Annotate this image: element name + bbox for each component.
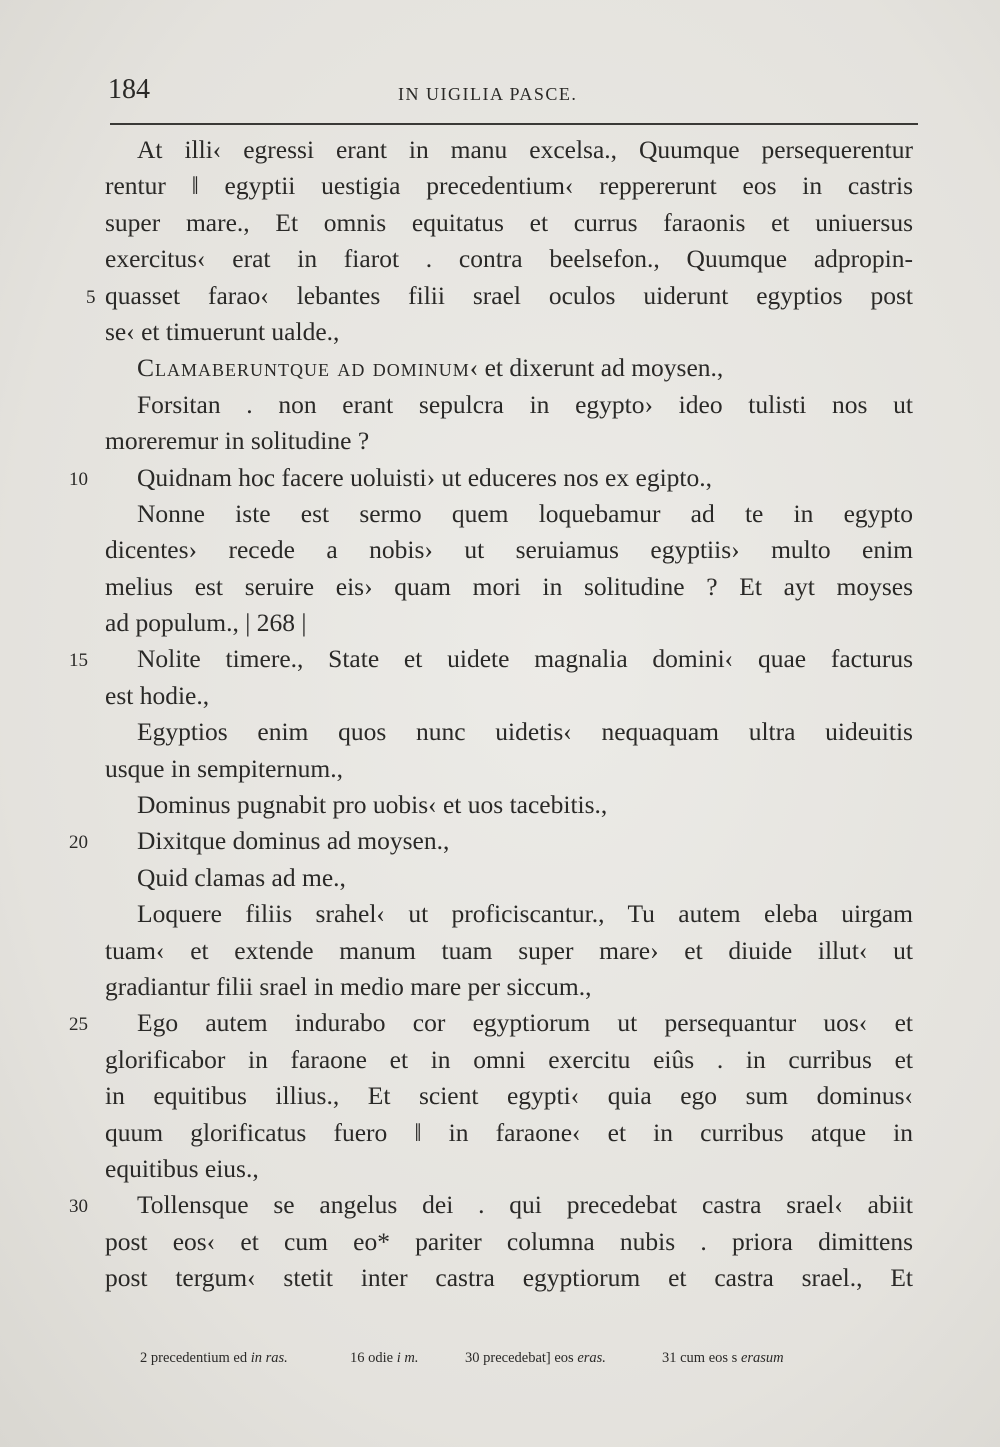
text-line xyxy=(86,278,913,314)
text-line xyxy=(105,314,913,350)
text-line xyxy=(105,1260,913,1296)
footnote: 31 cum eos s erasum xyxy=(662,1350,784,1366)
line-number: 20 xyxy=(69,832,88,854)
text-line xyxy=(105,205,913,241)
line-number: 15 xyxy=(69,650,88,672)
line-text: Ego autem indurabo cor egyptiorum ut persequantur uos‹ et xyxy=(137,1008,913,1038)
text-line xyxy=(69,641,913,677)
line-text: Egyptios enim quos nunc uidetis‹ nequaquam ultra uideuitis xyxy=(137,717,913,747)
text-line xyxy=(69,460,913,496)
text-line xyxy=(105,532,913,568)
text-line xyxy=(105,387,913,423)
text-line xyxy=(105,751,913,787)
text-line xyxy=(105,496,913,532)
text-line xyxy=(105,787,913,823)
text-line xyxy=(105,1078,913,1114)
line-text: Quidnam hoc facere uoluisti› ut educeres nos ex egipto., xyxy=(137,462,712,492)
line-text: glorificabor in faraone et in omni exercitu eiûs . in curribus et xyxy=(105,1044,913,1074)
line-number: 5 xyxy=(86,286,96,308)
text-line xyxy=(105,896,913,932)
line-number: 10 xyxy=(69,468,88,490)
line-text: quum glorificatus fuero ‖ in faraone‹ et in curribus atque in xyxy=(105,1117,913,1147)
text-line xyxy=(105,678,913,714)
text-line xyxy=(105,241,913,277)
header-rule xyxy=(110,123,918,125)
text-line xyxy=(105,423,913,459)
text-line xyxy=(105,933,913,969)
line-text: Dominus pugnabit pro uobis‹ et uos tacebitis., xyxy=(137,790,608,820)
line-text: moreremur in solitudine ? xyxy=(105,426,370,456)
footnotes xyxy=(140,1350,840,1380)
line-text: tuam‹ et extende manum tuam super mare› et diuide illut‹ ut xyxy=(105,935,913,965)
text-line xyxy=(105,860,913,896)
footnote: 30 precedebat] eos eras. xyxy=(465,1350,606,1366)
line-text: gradiantur filii srael in medio mare per siccum., xyxy=(105,971,592,1001)
line-text: quasset farao‹ lebantes filii srael oculos uiderunt egyptios post xyxy=(105,280,913,310)
text-line xyxy=(105,1151,913,1187)
footnote: 16 odie i m. xyxy=(350,1350,419,1366)
line-text: melius est seruire eis› quam mori in solitudine ? Et ayt moyses xyxy=(105,571,913,601)
line-text: post tergum‹ stetit inter castra egyptiorum et castra srael., Et xyxy=(105,1263,913,1293)
text-line xyxy=(105,132,913,168)
line-text: Forsitan . non erant sepulcra in egypto› ideo tulisti nos ut xyxy=(137,389,913,419)
line-text: dicentes› recede a nobis› ut seruiamus egyptiis› multo enim xyxy=(105,535,913,565)
line-text: Quid clamas ad me., xyxy=(137,862,346,892)
footnote: 2 precedentium ed in ras. xyxy=(140,1350,288,1366)
line-text: Tollensque se angelus dei . qui precedebat castra srael‹ abiit xyxy=(137,1190,913,1220)
line-text: At illi‹ egressi erant in manu excelsa., Quumque persequerentur xyxy=(137,135,913,164)
text-line xyxy=(105,569,913,605)
text-line xyxy=(69,823,913,859)
line-text: se‹ et timuerunt ualde., xyxy=(105,316,340,346)
text-line xyxy=(69,1005,913,1041)
text-line xyxy=(105,605,913,641)
text-line xyxy=(105,168,913,204)
line-text: exercitus‹ erat in fiarot . contra beelsefon., Quumque adpropin- xyxy=(105,244,913,274)
line-text: Clamaberuntque ad dominum‹ et dixerunt ad moysen., xyxy=(137,353,724,383)
text-line xyxy=(69,1187,913,1223)
page-number: 184 xyxy=(108,74,150,105)
text-line xyxy=(105,969,913,1005)
line-text: in equitibus illius., Et scient egypti‹ quia ego sum dominus‹ xyxy=(105,1081,913,1111)
line-text: ad populum., | 268 | xyxy=(105,608,307,638)
line-text: Nolite timere., State et uidete magnalia domini‹ quae facturus xyxy=(137,644,913,674)
line-text: est hodie., xyxy=(105,680,210,710)
line-number: 30 xyxy=(69,1196,88,1218)
text-line xyxy=(105,714,913,750)
line-text: post eos‹ et cum eo* pariter columna nubis . priora dimittens xyxy=(105,1226,913,1256)
page-header xyxy=(108,72,918,112)
text-line xyxy=(105,1042,913,1078)
running-title: IN UIGILIA PASCE. xyxy=(398,84,578,104)
text-line xyxy=(105,1224,913,1260)
line-text: equitibus eius., xyxy=(105,1153,259,1183)
line-text: rentur ‖ egyptii uestigia precedentium‹ reppererunt eos in castris xyxy=(105,171,913,201)
line-text: super mare., Et omnis equitatus et currus faraonis et uniuersus xyxy=(105,207,913,237)
line-text: Dixitque dominus ad moysen., xyxy=(137,826,450,856)
text-line xyxy=(105,350,913,386)
line-text: Nonne iste est sermo quem loquebamur ad te in egypto xyxy=(137,498,913,528)
line-text: Loquere filiis srahel‹ ut proficiscantur., Tu autem eleba uirgam xyxy=(137,899,913,929)
text-line xyxy=(105,1115,913,1151)
line-text: usque in sempiternum., xyxy=(105,753,343,783)
line-number: 25 xyxy=(69,1014,88,1036)
body-text xyxy=(69,132,913,1297)
